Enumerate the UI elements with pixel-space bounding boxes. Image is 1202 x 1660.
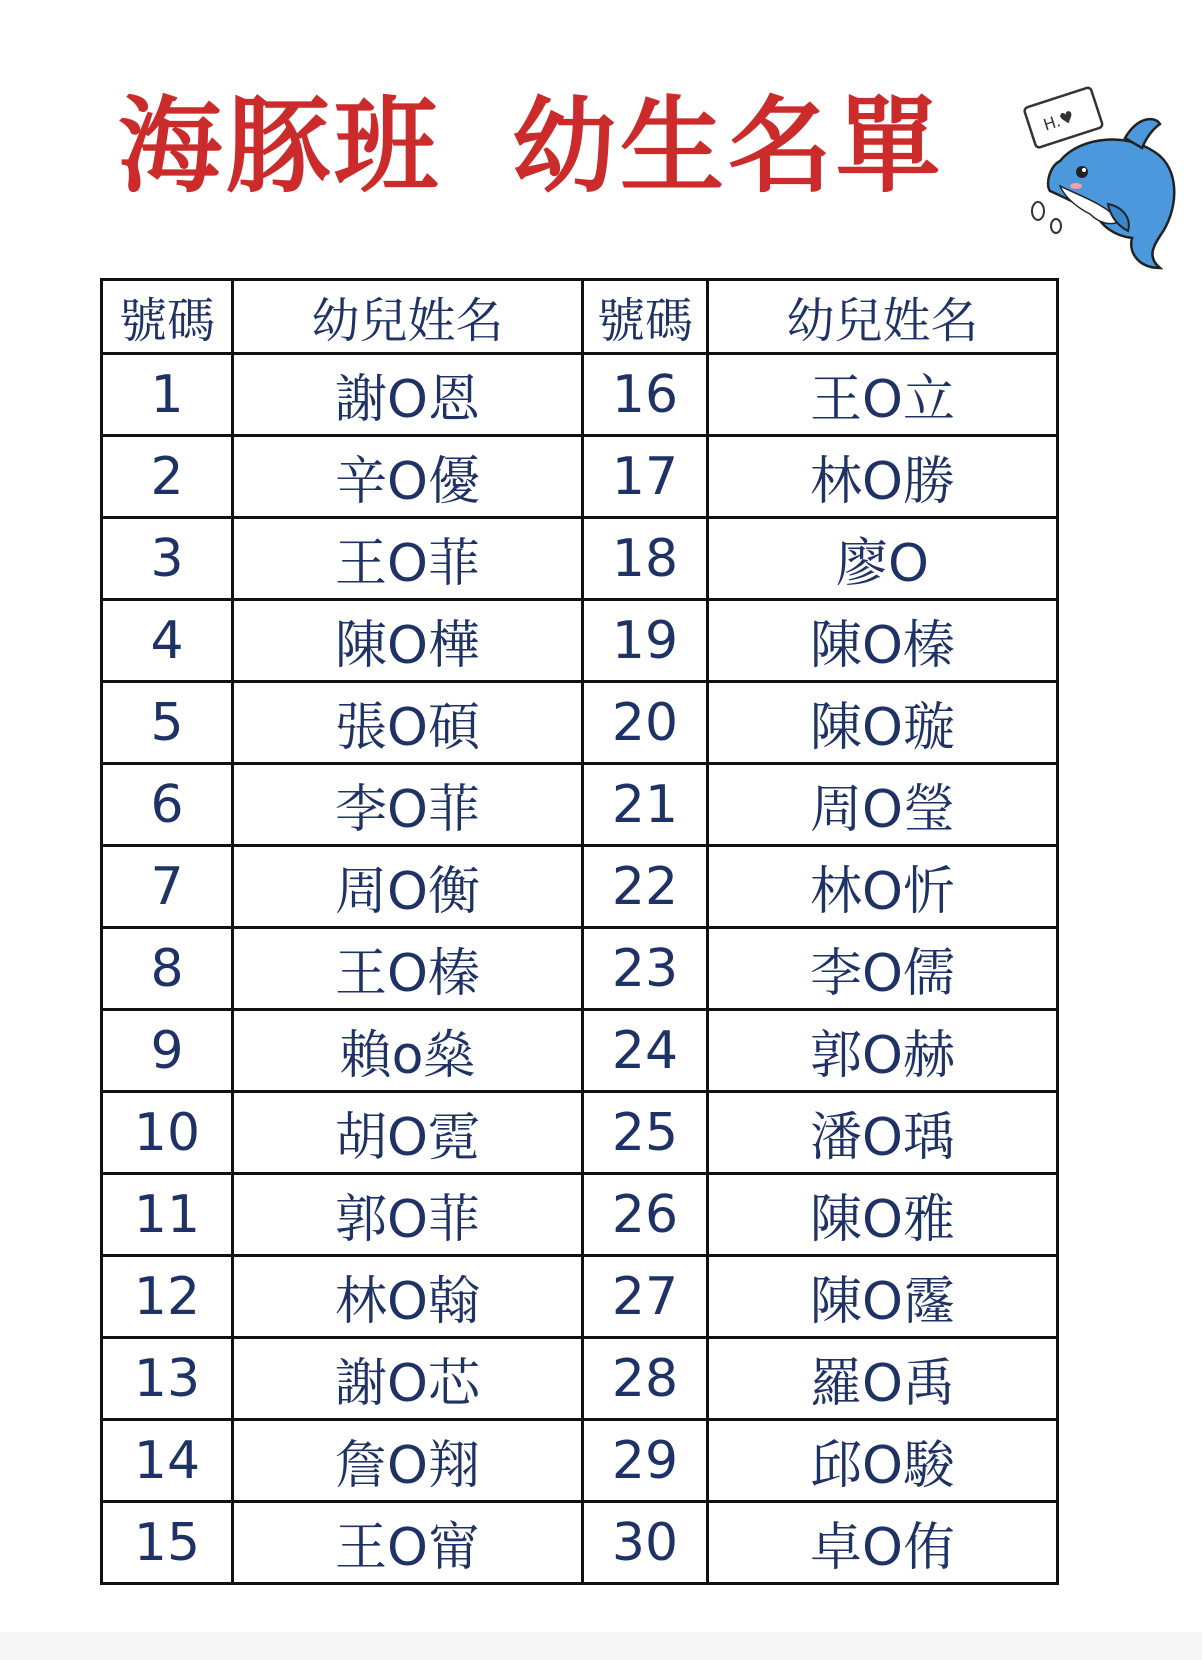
row-number-right: 28 xyxy=(583,1338,708,1420)
row-name-right: 陳O霳 xyxy=(708,1256,1058,1338)
row-name-left: 郭O菲 xyxy=(233,1174,583,1256)
header-name-right: 幼兒姓名 xyxy=(708,280,1058,354)
row-name-right: 王O立 xyxy=(708,354,1058,436)
row-number-left: 1 xyxy=(102,354,233,436)
row-name-right: 林O勝 xyxy=(708,436,1058,518)
row-name-left: 張O碩 xyxy=(233,682,583,764)
table-row xyxy=(102,1256,1058,1338)
table-row xyxy=(102,1502,1058,1584)
row-number-right: 22 xyxy=(583,846,708,928)
row-number-left: 11 xyxy=(102,1174,233,1256)
row-number-right: 16 xyxy=(583,354,708,436)
row-name-left: 詹O翔 xyxy=(233,1420,583,1502)
table-row xyxy=(102,1010,1058,1092)
row-number-right: 25 xyxy=(583,1092,708,1174)
row-name-left: 王O榛 xyxy=(233,928,583,1010)
row-name-right: 陳O榛 xyxy=(708,600,1058,682)
row-name-left: 王O菲 xyxy=(233,518,583,600)
row-number-left: 8 xyxy=(102,928,233,1010)
table-row xyxy=(102,518,1058,600)
row-number-right: 30 xyxy=(583,1502,708,1584)
row-number-right: 18 xyxy=(583,518,708,600)
row-number-left: 7 xyxy=(102,846,233,928)
row-number-left: 5 xyxy=(102,682,233,764)
row-number-right: 19 xyxy=(583,600,708,682)
row-name-left: 賴o燊 xyxy=(233,1010,583,1092)
row-number-left: 15 xyxy=(102,1502,233,1584)
header-number-left: 號碼 xyxy=(102,280,233,354)
row-number-left: 4 xyxy=(102,600,233,682)
table-row xyxy=(102,1174,1058,1256)
header-number-right: 號碼 xyxy=(583,280,708,354)
row-number-left: 14 xyxy=(102,1420,233,1502)
table-row xyxy=(102,682,1058,764)
table-row xyxy=(102,1420,1058,1502)
row-name-right: 陳O璇 xyxy=(708,682,1058,764)
row-number-left: 10 xyxy=(102,1092,233,1174)
row-name-left: 謝O恩 xyxy=(233,354,583,436)
row-name-left: 王O甯 xyxy=(233,1502,583,1584)
row-name-right: 郭O赫 xyxy=(708,1010,1058,1092)
row-name-left: 周O衡 xyxy=(233,846,583,928)
row-number-left: 6 xyxy=(102,764,233,846)
row-name-right: 李O儒 xyxy=(708,928,1058,1010)
row-number-left: 12 xyxy=(102,1256,233,1338)
table-row xyxy=(102,1338,1058,1420)
title-class-name: 海豚班 xyxy=(118,85,443,207)
dolphin-holding-sign-icon xyxy=(1020,86,1190,276)
row-name-left: 陳O樺 xyxy=(233,600,583,682)
row-name-right: 潘O瑀 xyxy=(708,1092,1058,1174)
student-roster-table xyxy=(100,278,1059,1585)
row-name-right: 周O瑩 xyxy=(708,764,1058,846)
title-list-name: 幼生名單 xyxy=(512,85,945,207)
row-number-right: 17 xyxy=(583,436,708,518)
row-name-left: 謝O芯 xyxy=(233,1338,583,1420)
table-row xyxy=(102,436,1058,518)
row-name-left: 李O菲 xyxy=(233,764,583,846)
row-name-right: 羅O禹 xyxy=(708,1338,1058,1420)
row-name-right: 邱O駿 xyxy=(708,1420,1058,1502)
row-number-left: 13 xyxy=(102,1338,233,1420)
row-number-right: 21 xyxy=(583,764,708,846)
row-number-left: 2 xyxy=(102,436,233,518)
table-row xyxy=(102,354,1058,436)
row-number-right: 29 xyxy=(583,1420,708,1502)
row-name-left: 林O翰 xyxy=(233,1256,583,1338)
table-header-row xyxy=(102,280,1058,354)
table-row xyxy=(102,928,1058,1010)
row-number-left: 9 xyxy=(102,1010,233,1092)
row-number-right: 20 xyxy=(583,682,708,764)
table-row xyxy=(102,846,1058,928)
row-name-left: 胡O霓 xyxy=(233,1092,583,1174)
page-bottom-band xyxy=(0,1632,1202,1660)
table-row xyxy=(102,1092,1058,1174)
row-number-right: 24 xyxy=(583,1010,708,1092)
row-number-right: 26 xyxy=(583,1174,708,1256)
page-title xyxy=(118,62,944,212)
row-name-right: 卓O侑 xyxy=(708,1502,1058,1584)
row-name-left: 辛O優 xyxy=(233,436,583,518)
row-name-right: 廖O xyxy=(708,518,1058,600)
table-row xyxy=(102,764,1058,846)
row-name-right: 林O忻 xyxy=(708,846,1058,928)
table-row xyxy=(102,600,1058,682)
row-number-right: 27 xyxy=(583,1256,708,1338)
row-name-right: 陳O雅 xyxy=(708,1174,1058,1256)
sign-text: H.♥ xyxy=(1040,106,1077,135)
row-number-right: 23 xyxy=(583,928,708,1010)
header-name-left: 幼兒姓名 xyxy=(233,280,583,354)
row-number-left: 3 xyxy=(102,518,233,600)
